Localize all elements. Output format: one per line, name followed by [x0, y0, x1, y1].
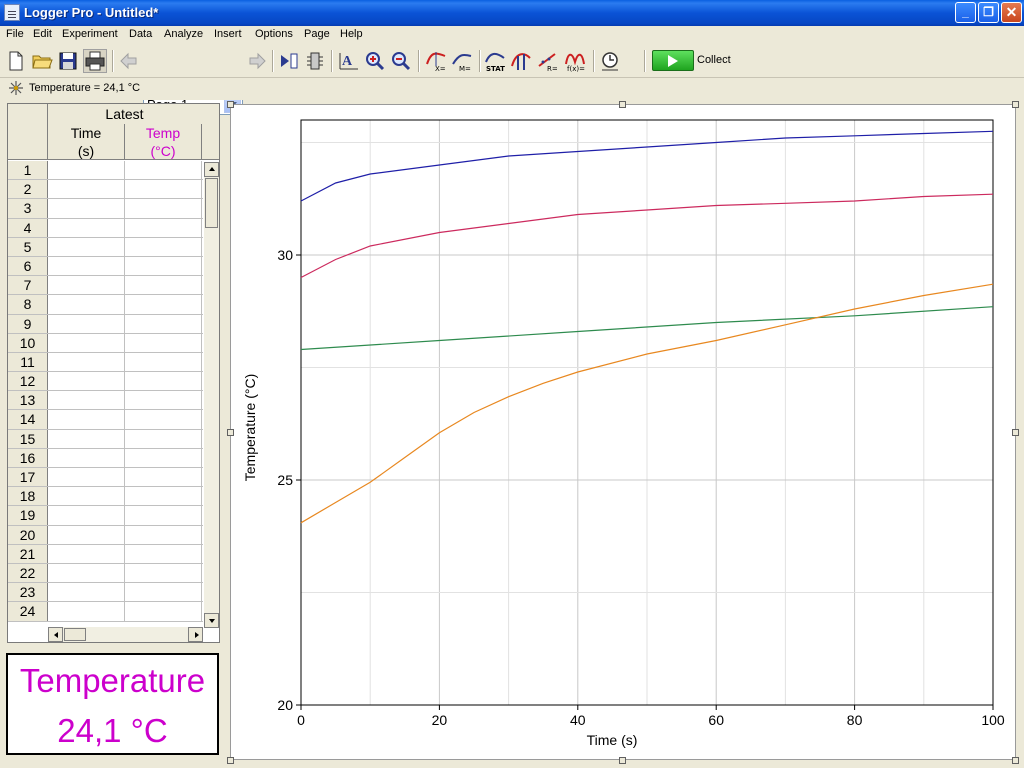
row-number: 2	[8, 180, 48, 198]
table-row[interactable]	[8, 583, 203, 602]
row-number: 6	[8, 257, 48, 275]
temp-cell[interactable]	[125, 199, 202, 217]
temp-cell[interactable]	[125, 526, 202, 544]
time-cell[interactable]	[48, 257, 125, 275]
scroll-down-button[interactable]	[204, 613, 219, 628]
scroll-right-button[interactable]	[188, 627, 203, 642]
table-row[interactable]	[8, 161, 203, 180]
y-tick-label: 25	[277, 472, 293, 488]
time-cell[interactable]	[48, 372, 125, 390]
svg-text:R=: R=	[547, 65, 558, 72]
toolbar-separator	[644, 50, 646, 72]
temp-cell[interactable]	[125, 564, 202, 582]
resize-handle[interactable]	[619, 757, 626, 764]
table-row[interactable]	[8, 391, 203, 410]
table-row[interactable]	[8, 487, 203, 506]
digital-meter[interactable]	[6, 653, 219, 755]
time-cell[interactable]	[48, 410, 125, 428]
row-number: 22	[8, 564, 48, 582]
toolbar-separator	[112, 50, 114, 72]
horizontal-scrollbar[interactable]	[48, 627, 203, 642]
temp-cell[interactable]	[125, 430, 202, 448]
new-file-icon[interactable]	[4, 49, 28, 73]
resize-handle[interactable]	[227, 757, 234, 764]
row-number: 20	[8, 526, 48, 544]
resize-handle[interactable]	[227, 429, 234, 436]
time-cell[interactable]	[48, 430, 125, 448]
svg-text:X=: X=	[435, 65, 446, 72]
time-cell[interactable]	[48, 315, 125, 333]
table-row[interactable]	[8, 238, 203, 257]
row-number: 1	[8, 161, 48, 179]
toolbar-separator	[331, 50, 333, 72]
y-tick-label: 20	[277, 697, 293, 713]
toolbar-separator	[418, 50, 420, 72]
y-axis-label[interactable]: Temperature (°C)	[242, 373, 258, 482]
table-row[interactable]	[8, 334, 203, 353]
row-number: 11	[8, 353, 48, 371]
scroll-thumb[interactable]	[64, 628, 86, 641]
statistics-icon[interactable]	[483, 49, 507, 73]
column-name: Temp	[145, 125, 181, 141]
table-row[interactable]	[8, 602, 203, 621]
toolbar-separator	[272, 50, 274, 72]
table-row[interactable]	[8, 410, 203, 429]
time-cell[interactable]	[48, 564, 125, 582]
next-page-icon[interactable]	[245, 49, 269, 73]
menu-data[interactable]: Data	[129, 28, 153, 40]
meter-label: Temperature	[19, 662, 206, 699]
temp-cell[interactable]	[125, 295, 202, 313]
x-tick-label: 40	[570, 712, 586, 728]
table-row[interactable]	[8, 564, 203, 583]
resize-handle[interactable]	[1012, 429, 1019, 436]
table-row[interactable]	[8, 257, 203, 276]
time-cell[interactable]	[48, 487, 125, 505]
dataset-header[interactable]: Latest	[48, 104, 202, 125]
minimize-button[interactable]: _	[955, 2, 976, 23]
table-row[interactable]	[8, 219, 203, 238]
sensor-star-icon	[9, 81, 23, 95]
table-row[interactable]	[8, 199, 203, 218]
print-icon[interactable]	[83, 49, 107, 73]
graph-panel[interactable]	[230, 104, 1016, 760]
row-number: 24	[8, 602, 48, 620]
temp-cell[interactable]	[125, 468, 202, 486]
title-bar	[0, 0, 1024, 26]
data-table	[7, 103, 220, 643]
column-header-temp[interactable]	[125, 124, 202, 160]
temp-cell[interactable]	[125, 353, 202, 371]
time-cell[interactable]	[48, 583, 125, 601]
toolbar-separator	[593, 50, 595, 72]
temp-cell[interactable]	[125, 410, 202, 428]
temp-cell[interactable]	[125, 238, 202, 256]
table-row[interactable]	[8, 315, 203, 334]
temp-cell[interactable]	[125, 391, 202, 409]
table-corner	[8, 104, 48, 160]
temp-cell[interactable]	[125, 545, 202, 563]
column-unit: (s)	[77, 143, 95, 159]
x-tick-label: 60	[708, 712, 724, 728]
column-name: Time	[70, 125, 102, 141]
temp-cell[interactable]	[125, 334, 202, 352]
table-row[interactable]	[8, 449, 203, 468]
row-number: 17	[8, 468, 48, 486]
table-row[interactable]	[8, 353, 203, 372]
menu-bar	[0, 26, 1024, 45]
resize-handle[interactable]	[227, 101, 234, 108]
table-row[interactable]	[8, 295, 203, 314]
scroll-left-button[interactable]	[48, 627, 63, 642]
table-row[interactable]	[8, 430, 203, 449]
temp-cell[interactable]	[125, 583, 202, 601]
time-cell[interactable]	[48, 545, 125, 563]
time-cell[interactable]	[48, 199, 125, 217]
table-corner-right	[201, 104, 219, 160]
table-row[interactable]	[8, 180, 203, 199]
time-cell[interactable]	[48, 526, 125, 544]
row-number: 3	[8, 199, 48, 217]
table-row[interactable]	[8, 506, 203, 525]
table-row[interactable]	[8, 526, 203, 545]
column-header-time[interactable]	[48, 124, 125, 160]
collect-button[interactable]: Collect	[697, 54, 731, 66]
row-number: 10	[8, 334, 48, 352]
row-number: 15	[8, 430, 48, 448]
temp-cell[interactable]	[125, 180, 202, 198]
table-row[interactable]	[8, 276, 203, 295]
menu-options[interactable]: Options	[255, 28, 293, 40]
row-number: 23	[8, 583, 48, 601]
row-number: 18	[8, 487, 48, 505]
row-number: 4	[8, 219, 48, 237]
close-button[interactable]: ✕	[1001, 2, 1022, 23]
resize-handle[interactable]	[1012, 757, 1019, 764]
temp-cell[interactable]	[125, 161, 202, 179]
time-cell[interactable]	[48, 353, 125, 371]
time-cell[interactable]	[48, 391, 125, 409]
temp-cell[interactable]	[125, 276, 202, 294]
svg-text:M=: M=	[459, 65, 471, 72]
column-unit: (°C)	[150, 143, 176, 159]
row-number: 8	[8, 295, 48, 313]
curve-fit-icon[interactable]	[563, 49, 587, 73]
temp-cell[interactable]	[125, 219, 202, 237]
temperature-graph[interactable]	[231, 105, 1015, 759]
temp-cell[interactable]	[125, 449, 202, 467]
window-title: Logger Pro - Untitled*	[24, 5, 159, 20]
time-cell[interactable]	[48, 506, 125, 524]
time-cell[interactable]	[48, 449, 125, 467]
row-number: 16	[8, 449, 48, 467]
sensor-icon[interactable]	[303, 49, 327, 73]
linear-fit-icon[interactable]	[536, 49, 560, 73]
row-number: 5	[8, 238, 48, 256]
row-number: 21	[8, 545, 48, 563]
time-cell[interactable]	[48, 161, 125, 179]
row-number: 12	[8, 372, 48, 390]
maximize-button[interactable]: ❐	[978, 2, 999, 23]
table-body	[8, 161, 203, 622]
time-cell[interactable]	[48, 238, 125, 256]
temp-cell[interactable]	[125, 257, 202, 275]
x-tick-label: 0	[297, 712, 305, 728]
row-number: 9	[8, 315, 48, 333]
resize-handle[interactable]	[1012, 101, 1019, 108]
menu-help[interactable]: Help	[340, 28, 363, 40]
time-cell[interactable]	[48, 334, 125, 352]
time-cell[interactable]	[48, 295, 125, 313]
data-browser-icon[interactable]	[277, 49, 301, 73]
temp-cell[interactable]	[125, 315, 202, 333]
toolbar	[0, 45, 1024, 78]
table-row[interactable]	[8, 468, 203, 487]
menu-page[interactable]: Page	[304, 28, 330, 40]
time-cell[interactable]	[48, 602, 125, 620]
table-row[interactable]	[8, 372, 203, 391]
app-icon	[4, 4, 20, 21]
x-tick-label: 80	[846, 712, 863, 728]
replay-icon[interactable]	[598, 49, 622, 73]
svg-text:STAT: STAT	[486, 65, 505, 72]
temp-cell[interactable]	[125, 602, 202, 620]
menu-insert[interactable]: Insert	[214, 28, 242, 40]
tangent-icon[interactable]	[450, 49, 474, 73]
table-row[interactable]	[8, 545, 203, 564]
open-folder-icon[interactable]	[30, 49, 54, 73]
live-readout-bar	[0, 78, 1024, 100]
menu-file[interactable]: File	[6, 28, 24, 40]
examine-icon[interactable]	[424, 49, 448, 73]
menu-edit[interactable]: Edit	[33, 28, 52, 40]
zoom-out-icon[interactable]	[389, 49, 413, 73]
svg-text:f(x)=: f(x)=	[567, 65, 585, 72]
x-axis-label[interactable]: Time (s)	[586, 732, 638, 748]
autoscale-icon[interactable]	[337, 49, 361, 73]
row-number: 7	[8, 276, 48, 294]
vertical-scrollbar[interactable]	[204, 162, 219, 628]
resize-handle[interactable]	[619, 101, 626, 108]
svg-text:A: A	[342, 54, 353, 69]
toolbar-separator	[479, 50, 481, 72]
y-tick-label: 30	[277, 247, 293, 263]
meter-value: 24,1 °C	[57, 712, 168, 749]
time-cell[interactable]	[48, 468, 125, 486]
integral-icon[interactable]	[509, 49, 533, 73]
zoom-in-icon[interactable]	[363, 49, 387, 73]
scroll-thumb[interactable]	[205, 178, 218, 228]
live-readout-text[interactable]: Temperature = 24,1 °C	[29, 82, 141, 94]
previous-page-icon[interactable]	[117, 49, 141, 73]
scroll-up-button[interactable]	[204, 162, 219, 177]
row-number: 19	[8, 506, 48, 524]
row-number: 13	[8, 391, 48, 409]
temp-cell[interactable]	[125, 372, 202, 390]
temp-cell[interactable]	[125, 506, 202, 524]
collect-icon[interactable]	[652, 50, 694, 71]
menu-analyze[interactable]: Analyze	[164, 28, 204, 40]
x-tick-label: 100	[981, 712, 1005, 728]
time-cell[interactable]	[48, 276, 125, 294]
menu-experiment[interactable]: Experiment	[62, 28, 118, 40]
row-number: 14	[8, 410, 48, 428]
time-cell[interactable]	[48, 180, 125, 198]
x-tick-label: 20	[431, 712, 448, 728]
temp-cell[interactable]	[125, 487, 202, 505]
save-icon[interactable]	[56, 49, 80, 73]
time-cell[interactable]	[48, 219, 125, 237]
